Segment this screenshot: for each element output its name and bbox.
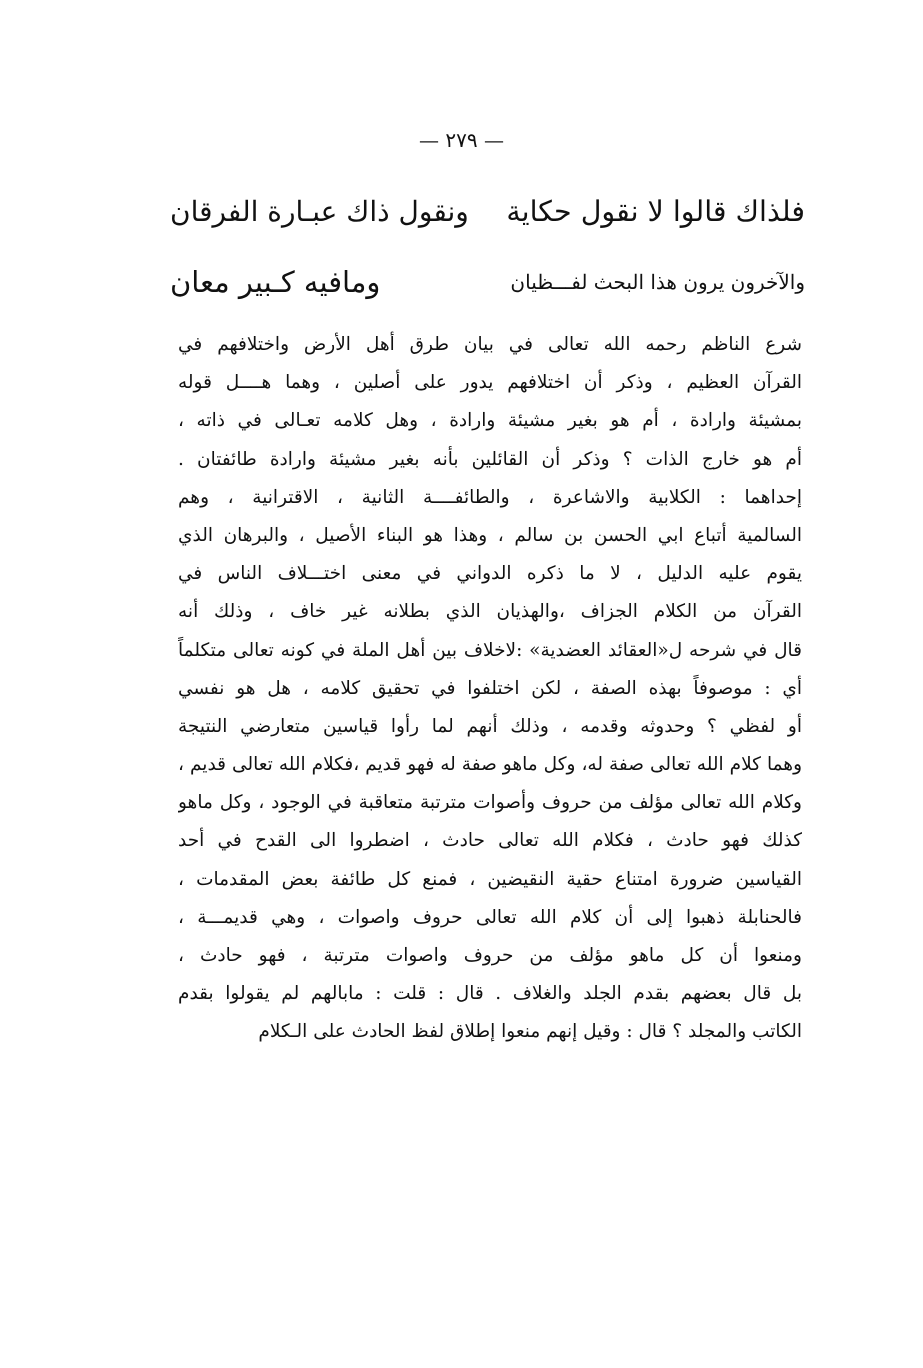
text-line: فالحنابلة ذهبوا إلى أن كلام الله تعالى حروف واصوات ، وهي قديمـــة ، [178, 906, 802, 928]
verse-second-hemistich: ومافيه كـبير معان [170, 265, 381, 299]
text-line: القرآن العظيم ، وذكر أن اختلافهم يدور على أصلين ، وهما هــــل قوله [178, 372, 802, 394]
verse-first-hemistich: فلذاك قالوا لا نقول حكاية [506, 195, 805, 228]
text-line: بل قال بعضهم بقدم الجلد والغلاف . قال : قلت : مابالهم لم يقولوا بقدم [178, 983, 802, 1005]
verse-first-hemistich: والآخرون يرون هذا البحث لفـــظيان [510, 270, 805, 294]
text-line: القياسين ضرورة امتناع حقية النقيضين ، فمنع كل طائفة بعض المقدمات ، [178, 868, 802, 890]
page-number: — ٢٧٩ — [419, 128, 504, 152]
text-line: القرآن من الكلام الجزاف ،والهذيان الذي بطلانه غير خاف ، وذلك أنه [178, 601, 802, 623]
commentary-text [178, 326, 802, 1052]
text-line: يقوم عليه الدليل ، لا ما ذكره الدواني في معنى اختـــلاف الناس في [178, 563, 802, 585]
text-line: الكاتب والمجلد ؟ قال : وقيل إنهم منعوا إطلاق لفظ الحادث على الـكلام [258, 1021, 802, 1043]
text-line: بمشيئة وارادة ، أم هو بغير مشيئة وارادة ، وهل كلامه تعـالى في ذاته ، [178, 410, 802, 432]
text-line: إحداهما : الكلابية والاشاعرة ، والطائفــــة الثانية ، الاقترانية ، وهم [178, 486, 802, 508]
verse-second-hemistich: ونقول ذاك عبـارة الفرقان [170, 195, 469, 228]
text-line: قال في شرحه ل«العقائد العضدية» :لاخلاف بين أهل الملة في كونه تعالى متكلماً [178, 639, 802, 661]
text-line: أي : موصوفاً بهذه الصفة ، لكن اختلفوا في تحقيق كلامه ، هل هو نفسي [178, 677, 802, 699]
text-line: وكلام الله تعالى مؤلف من حروف وأصوات مترتبة متعاقبة في الوجود ، وكل ماهو [178, 792, 802, 814]
text-line: كذلك فهو حادث ، فكلام الله تعالى حادث ، اضطروا الى القدح في أحد [178, 830, 802, 852]
text-line: أو لفظي ؟ وحدوثه وقدمه ، وذلك أنهم لما رأوا قياسين متعارضي النتيجة [178, 715, 802, 737]
text-line: وهما كلام الله تعالى صفة له، وكل ماهو صفة له فهو قديم ،فكلام الله تعالى قديم ، [178, 754, 802, 776]
text-line: شرع الناظم رحمه الله تعالى في بيان طرق أهل الأرض واختلافهم في [178, 334, 802, 355]
text-line: السالمية أتباع ابي الحسن بن سالم ، وهذا هو البناء الأصيل ، والبرهان الذي [178, 524, 802, 546]
text-line: ومنعوا أن كل ماهو مؤلف من حروف واصوات مترتبة ، فهو حادث ، [178, 945, 802, 966]
text-line: أم هو خارج الذات ؟ وذكر أن القائلين بأنه بغير مشيئة وارادة طائفتان . [178, 448, 802, 470]
